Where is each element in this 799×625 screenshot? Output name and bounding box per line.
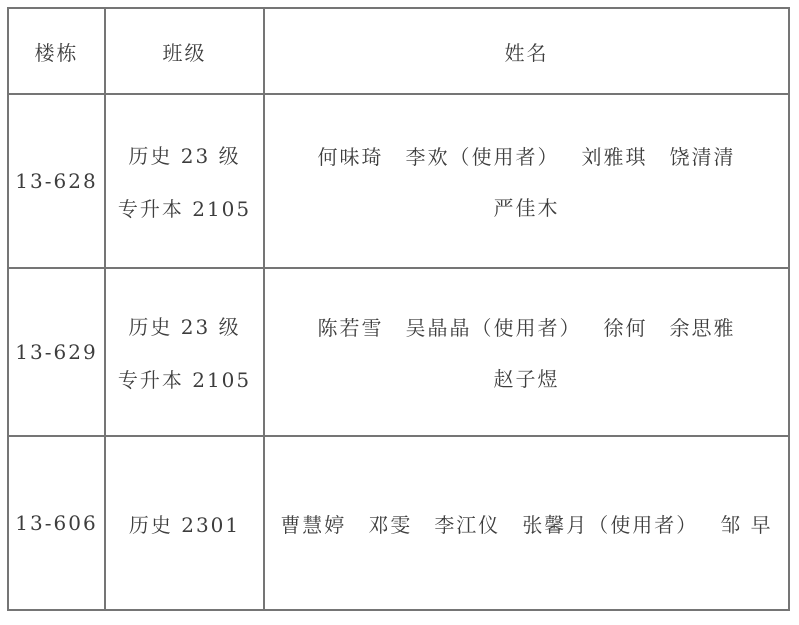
- names-cell: [264, 94, 789, 268]
- class-line: 历史 2301: [128, 512, 241, 537]
- building-cell: 13-628: [8, 94, 105, 268]
- class-line: 专升本 2105: [117, 368, 252, 392]
- class-lines: [106, 509, 263, 538]
- student-name: 吴晶晶（使用者）: [405, 316, 582, 340]
- class-line: 专升本 2105: [117, 197, 252, 221]
- student-name: 李江仪: [434, 512, 501, 537]
- building-cell: 13-629: [8, 268, 105, 436]
- class-lines: [106, 311, 263, 393]
- names-line: [265, 509, 788, 538]
- student-name: 严佳木: [493, 196, 560, 220]
- student-name: 邓雯: [368, 512, 413, 537]
- student-name: 刘雅琪: [581, 145, 648, 169]
- student-name: 陈若雪: [317, 316, 384, 340]
- table-body: [8, 94, 789, 610]
- header-building: 楼栋: [8, 8, 105, 94]
- table-row: [8, 94, 789, 268]
- names-cell: [264, 436, 789, 610]
- table-row: [8, 436, 789, 610]
- class-cell: [105, 436, 264, 610]
- class-cell: [105, 268, 264, 436]
- names-line: [265, 312, 788, 392]
- header-class: 班级: [105, 8, 264, 94]
- names-cell: [264, 268, 789, 436]
- student-name: 张馨月（使用者）: [522, 512, 699, 537]
- student-name: 赵子煜: [493, 367, 560, 391]
- student-name: 李欢（使用者）: [405, 145, 560, 169]
- student-name: 余思雅: [669, 316, 736, 340]
- student-name: 曹慧婷: [280, 512, 347, 537]
- student-name: 邹 早: [720, 512, 773, 537]
- room-assignment-table: [7, 7, 790, 611]
- names-line: [265, 141, 788, 221]
- table-row: [8, 268, 789, 436]
- student-name: 何味琦: [317, 145, 384, 169]
- class-lines: [106, 140, 263, 222]
- class-line: 历史 23 级: [128, 144, 241, 168]
- table-header-row: [8, 8, 789, 94]
- header-names: 姓名: [264, 8, 789, 94]
- class-cell: [105, 94, 264, 268]
- student-name: 饶清清: [669, 145, 736, 169]
- building-cell: 13-606: [8, 436, 105, 610]
- class-line: 历史 23 级: [128, 315, 241, 339]
- student-name: 徐何: [603, 316, 648, 340]
